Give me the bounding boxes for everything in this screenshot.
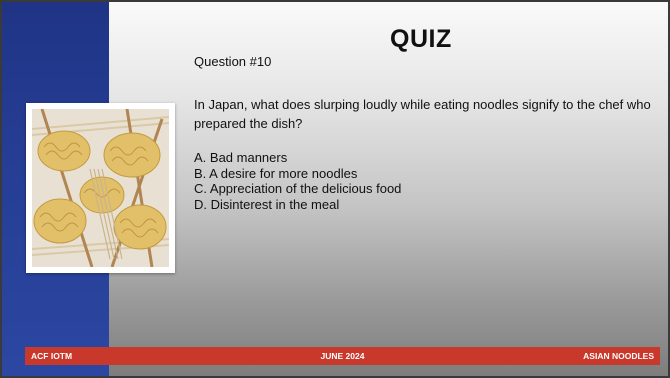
answer-list [194, 150, 401, 212]
question-text: In Japan, what does slurping loudly while eating noodles signify to the chef who prepared the dish? [194, 97, 651, 131]
slide-title: QUIZ [390, 25, 452, 53]
answer-option-d: D. Disinterest in the meal [194, 196, 340, 212]
footer-date: JUNE 2024 [320, 351, 365, 361]
footer-left-text: ACF IOTM [31, 351, 73, 361]
footer-topic: ASIAN NOODLES [583, 351, 654, 361]
question-number: Question #10 [194, 54, 272, 69]
answer-option-a: A. Bad manners [194, 150, 288, 165]
footer-bar [25, 347, 660, 365]
answer-option-c: C. Appreciation of the delicious food [194, 181, 402, 196]
noodles-image-icon [32, 109, 169, 267]
noodles-photo [26, 103, 175, 273]
answer-option-b: B. A desire for more noodles [194, 165, 358, 181]
